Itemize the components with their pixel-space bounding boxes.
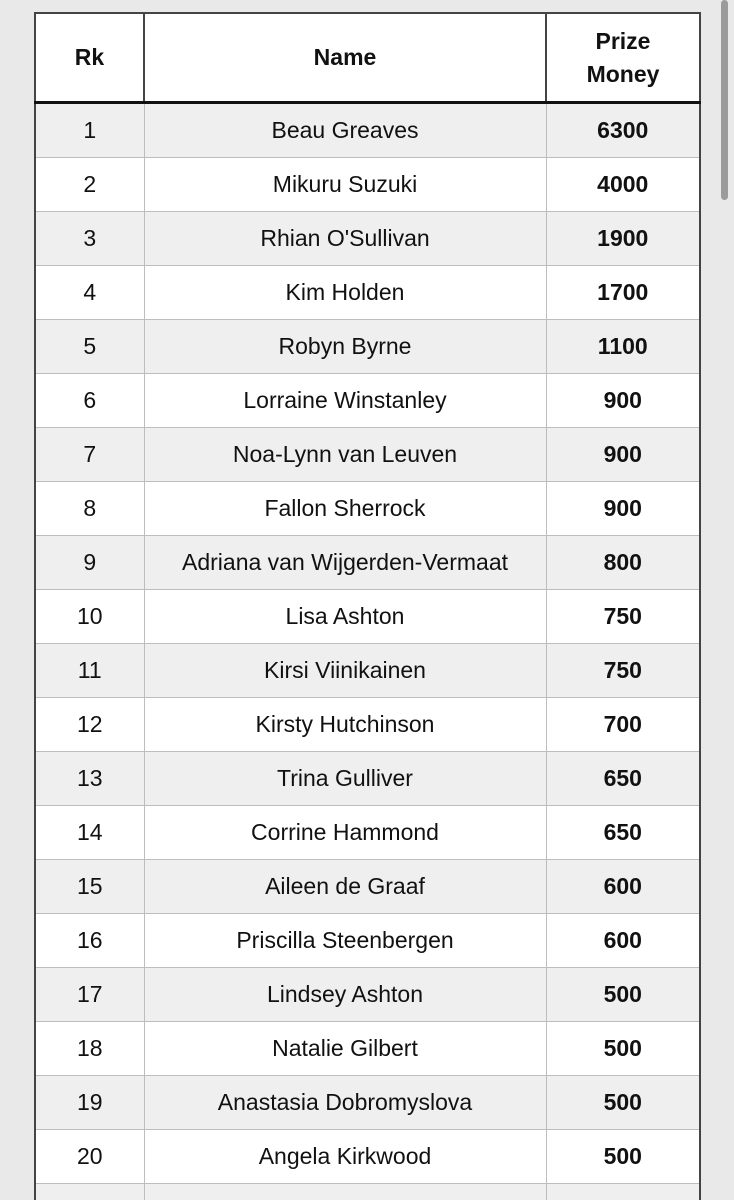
table-row (35, 103, 700, 158)
header-prize-money[interactable] (546, 13, 700, 103)
prize-cell: 900 (546, 374, 700, 428)
table-row (35, 1076, 700, 1130)
name-cell: Corrine Hammond (144, 806, 546, 860)
prize-cell: 1700 (546, 266, 700, 320)
rank-cell: 16 (35, 914, 144, 968)
table-row (35, 752, 700, 806)
table-row (35, 536, 700, 590)
name-cell: Aileen de Graaf (144, 860, 546, 914)
rank-cell: 3 (35, 212, 144, 266)
rank-cell: 17 (35, 968, 144, 1022)
prize-cell: 1100 (546, 320, 700, 374)
name-cell: Rhian O'Sullivan (144, 212, 546, 266)
prize-cell: 900 (546, 428, 700, 482)
name-cell: Mikuru Suzuki (144, 158, 546, 212)
prize-cell: 700 (546, 698, 700, 752)
prize-cell: 900 (546, 482, 700, 536)
rank-cell: 20 (35, 1130, 144, 1184)
name-cell: Priscilla Steenbergen (144, 914, 546, 968)
rank-cell: 19 (35, 1076, 144, 1130)
prize-cell: 500 (546, 1076, 700, 1130)
name-cell: Robyn Byrne (144, 320, 546, 374)
prize-cell: 1900 (546, 212, 700, 266)
rank-cell: 8 (35, 482, 144, 536)
vertical-scrollbar[interactable] (721, 0, 728, 200)
header-row (35, 13, 700, 103)
prize-cell: 800 (546, 536, 700, 590)
name-cell: Kirsi Viinikainen (144, 644, 546, 698)
table-row (35, 698, 700, 752)
prize-cell: 650 (546, 806, 700, 860)
name-cell: Anastasia Dobromyslova (144, 1076, 546, 1130)
rank-cell: 13 (35, 752, 144, 806)
table-row (35, 968, 700, 1022)
table-row (35, 860, 700, 914)
name-cell: Kim Holden (144, 266, 546, 320)
table-row-partial (35, 1184, 700, 1200)
table-row (35, 320, 700, 374)
header-name[interactable]: Name (144, 13, 546, 103)
table-row (35, 158, 700, 212)
name-cell: Angela Kirkwood (144, 1130, 546, 1184)
empty-cell (144, 1184, 546, 1200)
table-header (35, 13, 700, 103)
table-row (35, 374, 700, 428)
name-cell: Trina Gulliver (144, 752, 546, 806)
rank-cell: 7 (35, 428, 144, 482)
prize-cell: 750 (546, 644, 700, 698)
prize-money-table (34, 12, 701, 1200)
name-cell: Lisa Ashton (144, 590, 546, 644)
rank-cell: 12 (35, 698, 144, 752)
name-cell: Beau Greaves (144, 103, 546, 158)
table-row (35, 482, 700, 536)
name-cell: Adriana van Wijgerden-Vermaat (144, 536, 546, 590)
prize-cell: 500 (546, 1130, 700, 1184)
header-prize-line2: Money (586, 60, 660, 87)
rank-cell: 15 (35, 860, 144, 914)
name-cell: Noa-Lynn van Leuven (144, 428, 546, 482)
table-row (35, 266, 700, 320)
name-cell: Fallon Sherrock (144, 482, 546, 536)
header-rank[interactable]: Rk (35, 13, 144, 103)
empty-cell (546, 1184, 700, 1200)
table-row (35, 914, 700, 968)
rank-cell: 18 (35, 1022, 144, 1076)
prize-cell: 4000 (546, 158, 700, 212)
prize-cell: 600 (546, 914, 700, 968)
rank-cell: 2 (35, 158, 144, 212)
rank-cell: 4 (35, 266, 144, 320)
header-prize-line1: Prize (595, 27, 651, 54)
prize-cell: 500 (546, 968, 700, 1022)
table-row (35, 590, 700, 644)
prize-cell: 6300 (546, 103, 700, 158)
prize-cell: 650 (546, 752, 700, 806)
empty-cell (35, 1184, 144, 1200)
prize-money-table-container[interactable] (34, 12, 699, 1200)
name-cell: Lorraine Winstanley (144, 374, 546, 428)
table-row (35, 212, 700, 266)
rank-cell: 1 (35, 103, 144, 158)
prize-cell: 600 (546, 860, 700, 914)
rank-cell: 5 (35, 320, 144, 374)
rank-cell: 10 (35, 590, 144, 644)
table-row (35, 1130, 700, 1184)
table-row (35, 806, 700, 860)
table-row (35, 428, 700, 482)
table-row (35, 1022, 700, 1076)
name-cell: Kirsty Hutchinson (144, 698, 546, 752)
table-body (35, 103, 700, 1200)
rank-cell: 14 (35, 806, 144, 860)
rank-cell: 9 (35, 536, 144, 590)
rank-cell: 11 (35, 644, 144, 698)
name-cell: Natalie Gilbert (144, 1022, 546, 1076)
rank-cell: 6 (35, 374, 144, 428)
table-row (35, 644, 700, 698)
prize-cell: 500 (546, 1022, 700, 1076)
name-cell: Lindsey Ashton (144, 968, 546, 1022)
prize-cell: 750 (546, 590, 700, 644)
